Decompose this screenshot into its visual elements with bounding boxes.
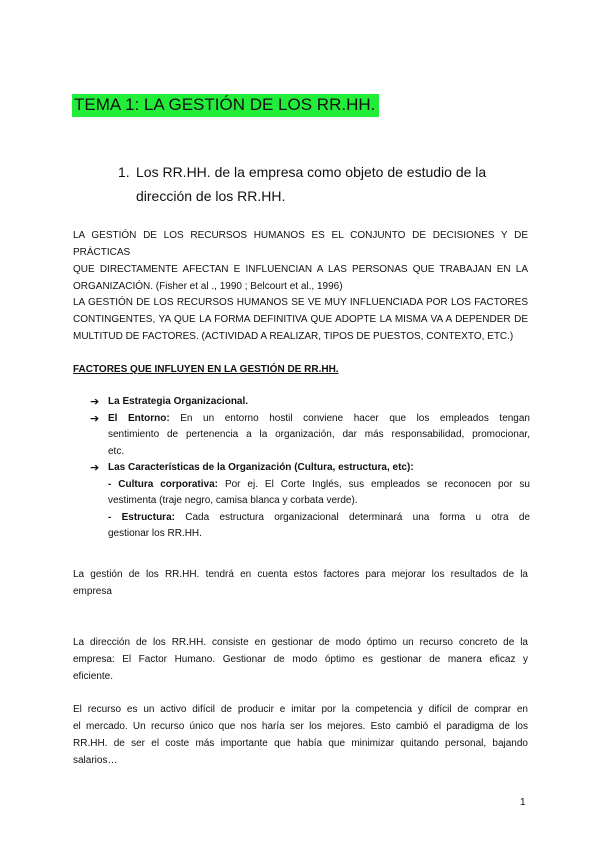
arrow-bullet-icon: ➔ — [90, 396, 100, 408]
arrow-bullet-icon: ➔ — [90, 412, 100, 425]
document-title: TEMA 1: LA GESTIÓN DE LOS RR.HH. — [72, 94, 379, 117]
list-item-label: Las Características de la Organización (Cultura, estructura, etc): — [108, 462, 414, 473]
paragraph-line: LA GESTIÓN DE LOS RECURSOS HUMANOS ES EL CONJUNTO DE DECISIONES Y DE PRÁCTICAS — [73, 230, 528, 258]
paragraph-line: el mercado. Un recurso único que nos haría ser los mejores. Esto cambió el paradigma de los — [73, 721, 528, 732]
factors-list — [90, 394, 530, 543]
list-item-strategy — [90, 394, 530, 411]
paragraph-line: empresa — [73, 586, 112, 597]
paragraph-line: LA GESTIÓN DE LOS RECURSOS HUMANOS SE VE MUY INFLUENCIADA POR LOS FACTORES — [73, 297, 528, 308]
paragraph-resource — [73, 701, 528, 769]
list-item-line — [108, 411, 530, 428]
paragraph-factors-results — [73, 566, 528, 600]
paragraph-definition — [73, 227, 528, 295]
list-item-label: La Estrategia Organizacional. — [108, 396, 249, 407]
list-item-line: sentimiento de pertenencia a la organización, dar más responsabilidad, promocionar, — [108, 429, 530, 440]
paragraph-line: empresa: El Factor Humano. Gestionar de modo óptimo es gestionar de manera eficaz y — [73, 654, 528, 665]
arrow-bullet-icon: ➔ — [90, 462, 100, 474]
section-title-line-1: Los RR.HH. de la empresa como objeto de estudio de la — [136, 164, 487, 180]
paragraph-line: El recurso es un activo difícil de producir e imitar por la competencia y difícil de comprar en — [73, 704, 528, 715]
sub-item-text: Cada estructura organizacional determinará una forma u otra de — [185, 511, 530, 523]
sub-item-line: vestimenta (traje negro, camisa blanca y corbata verde). — [108, 495, 358, 506]
paragraph-human-factor — [73, 634, 528, 685]
page-number: 1 — [520, 797, 526, 808]
paragraph-line: La dirección de los RR.HH. consiste en gestionar de modo óptimo un recurso concreto de la — [73, 637, 528, 648]
sub-item-line: gestionar los RR.HH. — [108, 528, 202, 539]
paragraph-line: CONTINGENTES, YA QUE LA FORMA DEFINITIVA QUE ADOPTE LA MISMA VA A DEPENDER DE — [73, 314, 528, 325]
list-item-environment — [90, 411, 530, 461]
paragraph-line: eficiente. — [73, 671, 114, 682]
paragraph-line: RR.HH. de ser el coste más importante que había que minimizar quitando personal, bajando — [73, 738, 528, 749]
paragraph-contingent-factors — [73, 294, 528, 345]
list-item-text: En un entorno hostil conviene hacer que los empleados tengan — [180, 412, 530, 424]
sub-item-text: Por ej. El Corte Inglés, sus empleados se reconocen por su — [224, 478, 530, 490]
sub-item-label: - Estructura: — [108, 511, 175, 523]
section-heading — [118, 160, 518, 208]
section-number: 1. — [118, 164, 130, 180]
section-title-line-2: dirección de los RR.HH. — [136, 188, 286, 204]
list-item-line: etc. — [108, 445, 125, 457]
paragraph-line: MULTITUD DE FACTORES. (ACTIVIDAD A REALIZAR, TIPOS DE PUESTOS, CONTEXTO, ETC.) — [73, 331, 514, 342]
paragraph-line: ORGANIZACIÓN. (Fisher et al ., 1990 ; Belcourt et al., 1996) — [73, 281, 343, 292]
sub-item-culture — [108, 477, 530, 494]
paragraph-line: salarios… — [73, 755, 118, 766]
sub-item-label: - Cultura corporativa: — [108, 478, 218, 490]
list-item-organization — [90, 460, 530, 543]
paragraph-line: QUE DIRECTAMENTE AFECTAN E INFLUENCIAN A LAS PERSONAS QUE TRABAJAN EN LA — [73, 264, 528, 275]
sub-item-structure — [108, 510, 530, 527]
factors-heading: FACTORES QUE INFLUYEN EN LA GESTIÓN DE RR.HH. — [73, 364, 339, 375]
paragraph-line: La gestión de los RR.HH. tendrá en cuenta estos factores para mejorar los resultados de la — [73, 569, 528, 580]
list-item-label: El Entorno: — [108, 412, 170, 424]
